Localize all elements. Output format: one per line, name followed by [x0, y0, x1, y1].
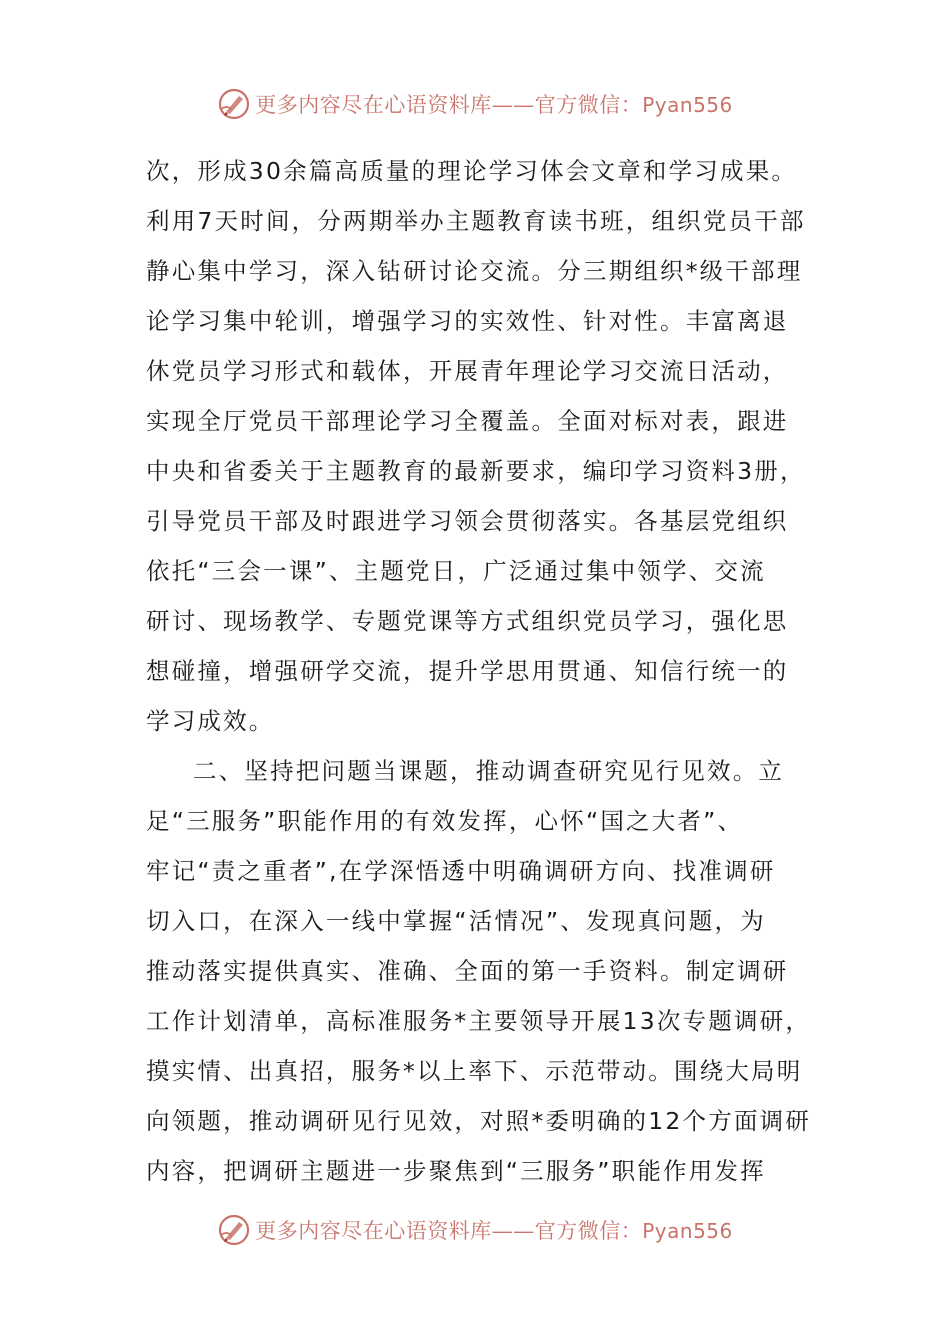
text-line: 研讨、现场教学、专题党课等方式组织党员学习，强化思: [146, 607, 789, 635]
watermark-wechat-label: 官方微信：: [534, 93, 643, 117]
section-heading-line: 二、坚持把问题当课题，推动调查研究见行见效。立: [193, 757, 785, 785]
text-line: 中央和省委关于主题教育的最新要求，编印学习资料3册，: [146, 457, 806, 485]
quill-pen-icon: [217, 1213, 251, 1247]
footer-watermark: [0, 1208, 950, 1252]
text-line: 内容，把调研主题进一步聚焦到“三服务”职能作用发挥: [146, 1157, 766, 1185]
document-body: [146, 146, 810, 1196]
watermark-dash: ——: [491, 1219, 535, 1243]
quill-pen-icon: [217, 87, 251, 121]
watermark-brand: 更多内容尽在心语资料库: [255, 93, 492, 117]
watermark-wechat-id: Pyan556: [642, 1219, 733, 1243]
text-line: 论学习集中轮训，增强学习的实效性、针对性。丰富离退: [146, 307, 789, 335]
text-line: 想碰撞，增强研学交流，提升学思用贯通、知信行统一的: [146, 657, 789, 685]
text-line: 工作计划清单，高标准服务*主要领导开展13次专题调研，: [146, 1007, 812, 1035]
text-line: 摸实情、出真招，服务*以上率下、示范带动。围绕大局明: [146, 1057, 803, 1085]
watermark-text: [255, 1215, 733, 1245]
watermark-dash: ——: [491, 93, 535, 117]
text-line: 学习成效。: [146, 707, 275, 735]
text-line: 依托“三会一课”、主题党日，广泛通过集中领学、交流: [146, 557, 766, 585]
text-line: 推动落实提供真实、准确、全面的第一手资料。制定调研: [146, 957, 789, 985]
text-line: 切入口，在深入一线中掌握“活情况”、发现真问题，为: [146, 907, 766, 935]
text-line: 利用7天时间，分两期举办主题教育读书班，组织党员干部: [146, 207, 806, 235]
text-line: 足“三服务”职能作用的有效发挥，心怀“国之大者”、: [146, 807, 744, 835]
text-line: 静心集中学习，深入钻研讨论交流。分三期组织*级干部理: [146, 257, 803, 285]
watermark-wechat-label: 官方微信：: [534, 1219, 643, 1243]
watermark-brand: 更多内容尽在心语资料库: [255, 1219, 492, 1243]
text-line: 牢记“责之重者”,在学深悟透中明确调研方向、找准调研: [146, 857, 776, 885]
text-line: 向领题，推动调研见行见效，对照*委明确的12个方面调研: [146, 1107, 812, 1135]
text-line: 休党员学习形式和载体，开展青年理论学习交流日活动，: [146, 357, 789, 385]
text-line: 次，形成30余篇高质量的理论学习体会文章和学习成果。: [146, 157, 798, 185]
text-line: 引导党员干部及时跟进学习领会贯彻落实。各基层党组织: [146, 507, 789, 535]
header-watermark: [0, 82, 950, 126]
text-line: 实现全厅党员干部理论学习全覆盖。全面对标对表，跟进: [146, 407, 789, 435]
watermark-text: [255, 89, 733, 119]
watermark-wechat-id: Pyan556: [642, 93, 733, 117]
